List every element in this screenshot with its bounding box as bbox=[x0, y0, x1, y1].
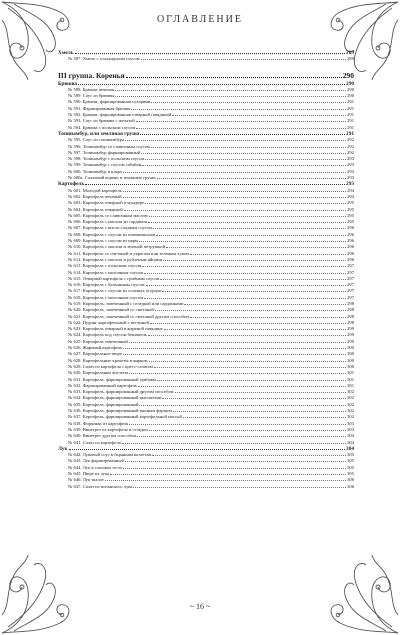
toc-entry-title: № 635. Картофель, фаршированный bbox=[68, 401, 139, 407]
toc-entry-title: № 646. Лук-шалот bbox=[68, 477, 104, 483]
toc-page-number: 293 bbox=[347, 162, 354, 168]
toc-page-number: 294 bbox=[347, 187, 354, 193]
toc-group-heading[interactable] bbox=[58, 70, 354, 81]
toc-entry-title: № 618. Картофель с молочным соусом bbox=[68, 294, 144, 300]
toc-page-number: 294 bbox=[347, 193, 354, 199]
toc-entry-title: № 624. Картофель под соусом бешамель bbox=[68, 332, 147, 338]
dot-leader bbox=[142, 165, 346, 166]
dot-leader bbox=[163, 260, 346, 261]
toc-page-number: 302 bbox=[347, 414, 354, 420]
toc-page-number: 301 bbox=[347, 382, 354, 388]
dot-leader bbox=[123, 172, 346, 173]
toc-entry-title: III группа. Коренья bbox=[58, 70, 125, 80]
dot-leader bbox=[149, 216, 346, 217]
dot-leader bbox=[157, 178, 347, 179]
toc-entry-title: № 600а. Салатный корень и земляные груши bbox=[68, 175, 156, 181]
toc-page-number: 291 bbox=[347, 99, 354, 105]
toc-entry-title: № 640. Винегрет другим способом bbox=[68, 433, 137, 439]
toc-page-number: 290 bbox=[346, 80, 354, 87]
toc-entry-title: № 594. Брюква с польским соусом bbox=[68, 124, 136, 130]
toc-page-number: 305 bbox=[347, 452, 354, 458]
toc-page-number: 298 bbox=[347, 319, 354, 325]
dot-leader bbox=[75, 53, 345, 54]
toc-spacer bbox=[58, 63, 354, 68]
toc-entry-title: № 641. Салат из картофеля bbox=[68, 439, 121, 445]
dot-leader bbox=[162, 291, 346, 292]
dot-leader bbox=[129, 342, 346, 343]
toc-entry-title: № 616. Картофель с бульонным соусом bbox=[68, 282, 145, 288]
toc-entry-title: № 634. Картофель, фаршированный цыплятами bbox=[68, 395, 162, 401]
dot-leader bbox=[115, 90, 346, 91]
toc-page-number: 297 bbox=[347, 282, 354, 288]
toc-page-number: 296 bbox=[347, 244, 354, 250]
dot-leader bbox=[164, 329, 346, 330]
toc-page-number: 296 bbox=[347, 231, 354, 237]
toc-entry-title: № 598. Топинамбур с польским соусом bbox=[68, 156, 145, 162]
dot-leader bbox=[184, 304, 346, 305]
toc-page-number: 295 bbox=[347, 200, 354, 206]
toc-entry-title: Лук bbox=[58, 445, 68, 452]
toc-entry-title: № 632. Фаршированный картофель bbox=[68, 382, 138, 388]
toc-page-number: 290 bbox=[347, 86, 354, 92]
dot-leader bbox=[115, 96, 346, 97]
toc-page-number: 292 bbox=[347, 143, 354, 149]
toc-entry-title: № 596. Топинамбур со сливочным соусом bbox=[68, 143, 150, 149]
dot-leader bbox=[144, 273, 346, 274]
toc-page-number: 290 bbox=[347, 93, 354, 99]
toc-entry-title: № 612. Картофель с маслом и рубленым яйцами bbox=[68, 256, 163, 262]
toc-entry-title: № 630. Картофельные котлеты bbox=[68, 370, 128, 376]
dot-leader bbox=[173, 411, 346, 412]
toc-entry-title: № 633. Картофель, фаршированный другим способом bbox=[68, 389, 174, 395]
toc-page-number: 296 bbox=[347, 256, 354, 262]
toc-entry-title: № 605. Картофель со сливочным маслом bbox=[68, 212, 148, 218]
dot-leader bbox=[190, 254, 346, 255]
dot-leader bbox=[145, 203, 346, 204]
dot-leader bbox=[139, 241, 346, 242]
toc-entry-title: № 631. Картофель, фаршированный грибами bbox=[68, 376, 156, 382]
dot-leader bbox=[133, 487, 346, 488]
dot-leader bbox=[123, 197, 347, 198]
toc-entry-title: № 590. Брюква, фаршированная сухарями bbox=[68, 99, 151, 105]
toc-page-number: 298 bbox=[347, 300, 354, 306]
toc-entry-title: № 599. Топинамбур с соусом сабайон bbox=[68, 162, 142, 168]
toc-page-number: 297 bbox=[347, 288, 354, 294]
toc-entry-title: № 623. Картофель отварной в жареной говядине bbox=[68, 326, 163, 332]
toc-entry-title: № 626. Жареный картофель bbox=[68, 345, 123, 351]
toc-entry-title: № 601. Молодой картофель bbox=[68, 187, 122, 193]
toc-page-number: 302 bbox=[347, 401, 354, 407]
toc-page-number: 293 bbox=[347, 156, 354, 162]
toc-entry-title: № 620. Картофель, запеченный со сметаной bbox=[68, 307, 154, 313]
dot-leader bbox=[149, 361, 347, 362]
dot-leader bbox=[153, 228, 346, 229]
page-title: ОГЛАВЛЕНИЕ bbox=[157, 14, 243, 25]
dot-leader bbox=[129, 373, 346, 374]
toc-entry-title: № 617. Картофель с соусом из соленых огурцов bbox=[68, 288, 162, 294]
toc-entry-title: № 622. Пудинг картофельный с ветчиной bbox=[68, 319, 149, 325]
dot-leader bbox=[105, 480, 346, 481]
dot-leader bbox=[129, 424, 346, 425]
toc-page-number: 301 bbox=[347, 376, 354, 382]
dot-leader bbox=[149, 430, 346, 431]
toc-entry-title: Картофель bbox=[58, 181, 85, 188]
toc-entry-title: № 608. Картофель с соусом из шампиньонов bbox=[68, 231, 156, 237]
dot-leader bbox=[150, 323, 346, 324]
toc-page-number: 297 bbox=[347, 294, 354, 300]
toc-entry-title: № 602. Картофель печеный bbox=[68, 193, 122, 199]
toc-page-number: 292 bbox=[347, 137, 354, 143]
page-number: ~ 16 ~ bbox=[189, 602, 211, 611]
toc-page-number: 302 bbox=[347, 389, 354, 395]
toc-entry-title: № 600. Топинамбур в кляре bbox=[68, 168, 122, 174]
dot-leader bbox=[157, 380, 346, 381]
dot-leader bbox=[183, 417, 346, 418]
toc-page-number: 291 bbox=[347, 105, 354, 111]
toc-entry-title: № 645. Пюре из лука bbox=[68, 471, 110, 476]
toc-entry-title: № 638. Форшмак из картофеля bbox=[68, 420, 129, 426]
toc-page-number: 292 bbox=[347, 149, 354, 155]
dot-leader bbox=[136, 128, 346, 129]
toc-entry-title: Брюква bbox=[58, 80, 78, 87]
corner-ornament-icon bbox=[0, 550, 75, 635]
toc-entry-title: № 606. Картофель с маслом из сардинок bbox=[68, 219, 148, 225]
toc-entry-title: № 593. Соус из брюквы с желатой bbox=[68, 118, 135, 124]
toc-page-number: 293 bbox=[346, 181, 354, 188]
dot-leader bbox=[139, 405, 346, 406]
toc-entry-title: № 637. Картофель, фаршированный картофельной массой bbox=[68, 414, 182, 420]
dot-leader bbox=[69, 449, 346, 450]
dot-leader bbox=[136, 121, 346, 122]
toc-page-number: 293 bbox=[347, 175, 354, 181]
dot-leader bbox=[154, 367, 346, 368]
dot-leader bbox=[125, 140, 346, 141]
toc-entry-title: № 627. Картофельное пюре bbox=[68, 351, 122, 357]
dot-leader bbox=[123, 468, 346, 469]
toc-page-number: 295 bbox=[347, 206, 354, 212]
dot-leader bbox=[148, 222, 346, 223]
toc-page-number: 302 bbox=[347, 395, 354, 401]
toc-entry-title: № 588. Брюква печеная bbox=[68, 86, 114, 92]
dot-leader bbox=[145, 159, 346, 160]
toc-page-number: 298 bbox=[347, 313, 354, 319]
toc-page-number: 298 bbox=[347, 307, 354, 313]
dot-leader bbox=[123, 348, 346, 349]
toc-entry[interactable] bbox=[58, 484, 354, 490]
dot-leader bbox=[144, 298, 346, 299]
dot-leader bbox=[175, 392, 347, 393]
dot-leader bbox=[125, 461, 346, 462]
dot-leader bbox=[141, 59, 347, 60]
toc-entry-title: № 647. Салат из испанского лука bbox=[68, 483, 133, 489]
toc-page-number: 300 bbox=[347, 363, 354, 369]
toc-entry-title: № 587. Хмель с голландским соусом bbox=[68, 56, 140, 62]
toc-entry-title: № 628. Картофельные крокеты в жарком bbox=[68, 357, 148, 363]
toc-page-number: 306 bbox=[347, 483, 354, 489]
toc-page-number: 289 bbox=[347, 56, 354, 62]
toc-page-number: 303 bbox=[347, 420, 354, 426]
toc-entry-title: Хмель bbox=[58, 50, 74, 56]
dot-leader bbox=[146, 285, 347, 286]
toc-entry-title: № 619. Картофель, запеченный с селедкой или сардинками bbox=[68, 300, 184, 306]
toc-entry-title: № 611. Картофель со сметаной и укропом или зеленым луком bbox=[68, 250, 189, 256]
dot-leader bbox=[152, 455, 346, 456]
toc-page-number: 295 bbox=[347, 212, 354, 218]
toc-page-number: 305 bbox=[347, 464, 354, 470]
toc-page-number: 289 bbox=[346, 50, 354, 56]
dot-leader bbox=[122, 443, 346, 444]
dot-leader bbox=[85, 184, 345, 185]
toc-entry-title: № 642. Луковый соус к бараньим котлетам bbox=[68, 452, 152, 458]
toc-entry-title: № 613. Картофель с польским соусом bbox=[68, 263, 142, 269]
dot-leader bbox=[151, 147, 346, 148]
toc-page-number: 291 bbox=[347, 112, 354, 118]
toc-entry-title: № 644. Лук в слоеном тесте bbox=[68, 464, 123, 470]
dot-leader bbox=[141, 153, 346, 154]
toc-page-number: 297 bbox=[347, 263, 354, 269]
toc-page-number: 293 bbox=[347, 168, 354, 174]
toc-entry-title: № 621. Картофель, запеченный со сметаной другим способом bbox=[68, 313, 189, 319]
toc-page-number: 300 bbox=[347, 351, 354, 357]
toc-page-number: 297 bbox=[347, 269, 354, 275]
table-of-contents bbox=[58, 50, 354, 490]
toc-entry-title: № 604. Картофель отварной bbox=[68, 206, 123, 212]
toc-page-number: 300 bbox=[347, 357, 354, 363]
corner-ornament-icon bbox=[325, 550, 400, 635]
toc-entry-title: № 614. Картофель с молочным соусом bbox=[68, 269, 144, 275]
dot-leader bbox=[126, 77, 342, 78]
toc-page-number: 302 bbox=[347, 408, 354, 414]
dot-leader bbox=[123, 354, 346, 355]
toc-page-number: 291 bbox=[347, 118, 354, 124]
dot-leader bbox=[166, 247, 346, 248]
dot-leader bbox=[124, 210, 346, 211]
toc-entry-title: Топинамбур, или земляная груша bbox=[58, 130, 140, 137]
toc-page-number: 304 bbox=[347, 439, 354, 445]
dot-leader bbox=[78, 84, 345, 85]
toc-page-number: 296 bbox=[347, 225, 354, 231]
toc-page-number: 290 bbox=[342, 70, 354, 80]
toc-page-number: 296 bbox=[347, 250, 354, 256]
toc-page-number: 304 bbox=[347, 433, 354, 439]
dot-leader bbox=[156, 235, 346, 236]
toc-entry-title: № 589. Соус из брюквы bbox=[68, 93, 115, 99]
toc-entry-title: № 595. Соус из топинамбура bbox=[68, 137, 125, 143]
toc-page-number: 299 bbox=[347, 326, 354, 332]
toc-page-number: 300 bbox=[347, 345, 354, 351]
dot-leader bbox=[155, 310, 346, 311]
toc-entry-title: № 603. Картофель отварной в мундире bbox=[68, 200, 144, 206]
toc-page-number: 297 bbox=[347, 275, 354, 281]
toc-entry-title: № 609. Картофель с соусом из икры bbox=[68, 238, 139, 244]
toc-page-number: 303 bbox=[347, 426, 354, 432]
toc-page-number: 304 bbox=[346, 445, 354, 452]
toc-page-number: 291 bbox=[346, 130, 354, 137]
toc-entry-title: № 610. Картофель с маслом и зеленой петрушкой bbox=[68, 244, 166, 250]
dot-leader bbox=[190, 317, 346, 318]
toc-page-number: 299 bbox=[347, 332, 354, 338]
toc-page-number: 306 bbox=[347, 477, 354, 483]
dot-leader bbox=[151, 102, 346, 103]
toc-page-number: 296 bbox=[347, 238, 354, 244]
toc-page-number: 305 bbox=[347, 458, 354, 464]
dot-leader bbox=[110, 474, 346, 475]
toc-entry-title: № 615. Отварной картофель с грибным соусом bbox=[68, 275, 160, 281]
dot-leader bbox=[138, 386, 346, 387]
toc-entry-title: № 591. Фаршированная брюква bbox=[68, 105, 131, 111]
toc-entry-title: № 625. Картофель запеченный bbox=[68, 338, 128, 344]
dot-leader bbox=[131, 109, 346, 110]
toc-entry-title: № 636. Картофель, фаршированный мясным фаршем bbox=[68, 408, 173, 414]
toc-page-number: 305 bbox=[347, 471, 354, 476]
dot-leader bbox=[123, 191, 346, 192]
toc-page-number: 299 bbox=[347, 338, 354, 344]
toc-page-number: 291 bbox=[347, 124, 354, 130]
toc-entry-title: № 639. Винегрет из картофеля и селедки bbox=[68, 426, 148, 432]
toc-entry-title: № 643. Лук фаршированный bbox=[68, 458, 124, 464]
dot-leader bbox=[172, 115, 346, 116]
dot-leader bbox=[142, 266, 346, 267]
toc-entry-title: № 607. Картофель с кисло-сладким соусом bbox=[68, 225, 152, 231]
toc-entry-title: № 629. Салат из картофеля с кресс-салатом bbox=[68, 363, 153, 369]
toc-entry-title: № 592. Брюква, фаршированная отварной говядиной bbox=[68, 112, 172, 118]
toc-page-number: 295 bbox=[347, 219, 354, 225]
dot-leader bbox=[137, 436, 346, 437]
dot-leader bbox=[160, 279, 346, 280]
dot-leader bbox=[148, 335, 346, 336]
toc-entry-title: № 597. Топинамбур фаршированный bbox=[68, 149, 141, 155]
toc-page-number: 301 bbox=[347, 370, 354, 376]
dot-leader bbox=[140, 134, 345, 135]
dot-leader bbox=[162, 398, 346, 399]
